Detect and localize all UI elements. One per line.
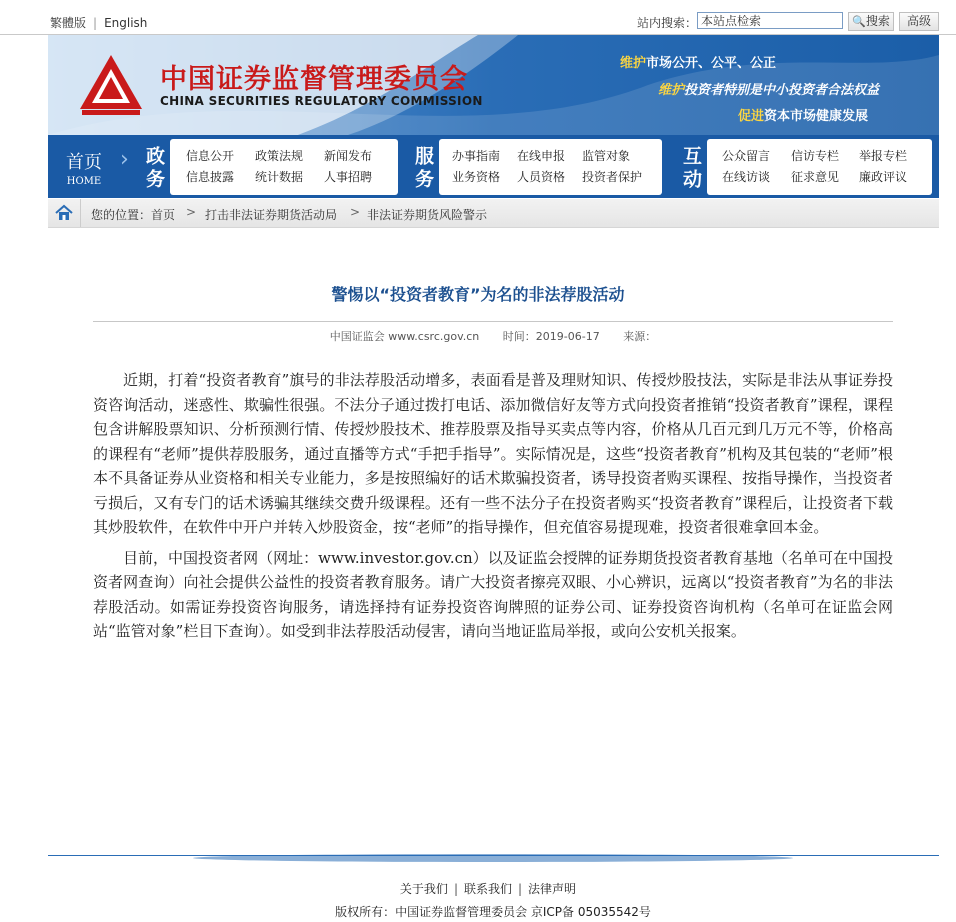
site-title-en: CHINA SECURITIES REGULATORY COMMISSION [160,94,483,108]
site-banner [48,35,939,135]
advanced-search-button[interactable]: 高级 [899,12,939,31]
nav-link[interactable]: 政策法规 [255,149,304,163]
nav-group-links [170,139,398,195]
nav-home-link[interactable] [48,135,120,198]
slogan-3-keyword: 促进 [738,109,765,124]
slogan-1-text: 市场公开、公平、公正 [646,56,777,71]
footer-link-about[interactable]: 关于我们 [399,882,448,896]
footer-separator: | [518,882,523,896]
slogan-1 [620,52,776,71]
article-body [93,368,893,650]
slogan-2-keyword: 维护 [658,83,685,98]
slogan-2 [658,79,879,98]
lang-separator: | [93,16,98,30]
chevron-right-icon: › [120,147,129,172]
breadcrumb-prefix: 您的位置： [91,208,152,222]
nav-group-title: 服务 [412,146,434,192]
nav-link[interactable]: 在线申报 [517,149,566,163]
footer-divider [48,853,939,869]
home-icon[interactable] [48,199,81,227]
footer-link-contact[interactable]: 联系我们 [463,882,512,896]
nav-home-en: HOME [66,176,102,187]
language-switcher [50,14,147,31]
article-paragraph: 目前，中国投资者网（网址：www.investor.gov.cn）以及证监会授牌的证券期货投资者教育基地（名单可在中国投资者网查询）向社会提供公益性的投资者教育服务。请广大投资者擦亮双眼、小心辨识，远离以“投资者教育”为名的非法荐股活动。如需证券投资咨询服务，请选择持有证券投资咨询牌照的证券公司、证券投资咨询机构（名单可在证监会网站“监管对象”栏目下查询）。如受到非法荐股活动侵害，请向当地证监局举报，或向公安机关报案。 [93,548,893,640]
nav-link[interactable]: 人事招聘 [324,170,373,184]
nav-link[interactable]: 举报专栏 [859,149,908,163]
article-time: 时间：2019-06-17 [502,330,600,343]
nav-link[interactable]: 监管对象 [582,149,631,163]
slogan-3-text: 资本市场健康发展 [764,109,869,124]
nav-group-services [405,139,669,195]
nav-link[interactable]: 投资者保护 [582,170,643,184]
nav-link[interactable]: 公众留言 [722,149,771,163]
nav-link[interactable]: 业务资格 [452,170,501,184]
nav-group-title: 政务 [143,146,165,192]
nav-link[interactable]: 办事指南 [452,149,501,163]
breadcrumb-separator: > [350,205,361,219]
article-origin: 来源： [623,330,657,343]
main-nav [48,135,939,198]
article-title: 警惕以“投资者教育”为名的非法荐股活动 [331,285,625,304]
breadcrumb-item[interactable]: 非法证券期货风险警示 [367,208,488,222]
search-button[interactable] [848,12,894,31]
footer-link-legal[interactable]: 法律声明 [528,882,577,896]
article-meta [0,328,956,344]
article-source: 中国证监会 www.csrc.gov.cn [329,330,480,343]
nav-link[interactable]: 信息披露 [186,170,235,184]
footer-copyright: 版权所有：中国证券监督管理委员会 京ICP备 05035542号 [335,905,651,919]
footer-separator: | [453,882,458,896]
site-title-cn: 中国证券监督管理委员会 [160,64,468,95]
nav-group-government [136,139,400,195]
title-divider [93,321,893,322]
nav-group-links [439,139,662,195]
article-paragraph: 近期，打着“投资者教育”旗号的非法荐股活动增多，表面看是普及理财知识、传授炒股技法，实际是非法从事证券投资咨询活动，迷惑性、欺骗性很强。不法分子通过拨打电话、添加微信好友等方式向投资者推销“投资者教育”课程，课程包含讲解股票知识、分析预测行情、传授炒股技术、推荐股票及指导买卖点等内容，价格从几百元到几万元不等，价格高的课程有“老师”提供荐股服务，通过直播等方式“手把手指导”。实际情况是，这些“投资者教育”机构及其包装的“老师”根本不具备证券从业资格和相关专业能力，多是按照编好的话术欺骗投资者，诱导投资者购买课程、按指导操作，当投资者亏损后，又有专门的话术诱骗其继续交费升级课程。还有一些不法分子在投资者购买“投资者教育”课程后，让投资者下载其炒股软件，在软件中开户并转入炒股资金，按“老师”的指导操作，但充值容易提现难，投资者很难拿回本金。 [93,371,893,536]
nav-link[interactable]: 信息公开 [186,149,235,163]
slogan-3 [738,105,868,124]
search-button-label: 搜索 [865,14,890,28]
nav-home-cn: 首页 [66,152,102,173]
nav-link[interactable]: 在线访谈 [722,170,771,184]
search-input[interactable] [697,12,843,29]
nav-link[interactable]: 廉政评议 [859,170,908,184]
lang-traditional-link[interactable]: 繁體版 [50,16,87,30]
nav-link[interactable]: 信访专栏 [791,149,840,163]
top-bar [0,0,956,35]
nav-link[interactable]: 人员资格 [517,170,566,184]
nav-group-links [707,139,932,195]
nav-link[interactable]: 统计数据 [255,170,304,184]
search-icon: 🔍 [852,15,866,28]
nav-link[interactable]: 新闻发布 [324,149,373,163]
nav-group-title: 互动 [680,146,702,192]
breadcrumb-item[interactable]: 首页 [151,208,176,222]
nav-link[interactable]: 征求意见 [791,170,840,184]
breadcrumb [48,199,939,228]
search-label: 站内搜索： [637,16,698,30]
breadcrumb-item[interactable]: 打击非法证券期货活动局 [205,208,338,222]
breadcrumb-separator: > [186,205,197,219]
slogan-2-text: 投资者特别是中小投资者合法权益 [684,83,880,98]
footer-links [0,880,956,897]
slogan-1-keyword: 维护 [620,56,647,71]
nav-group-interaction [673,139,937,195]
csrc-emblem-icon[interactable] [78,53,144,117]
lang-english-link[interactable]: English [104,16,148,30]
